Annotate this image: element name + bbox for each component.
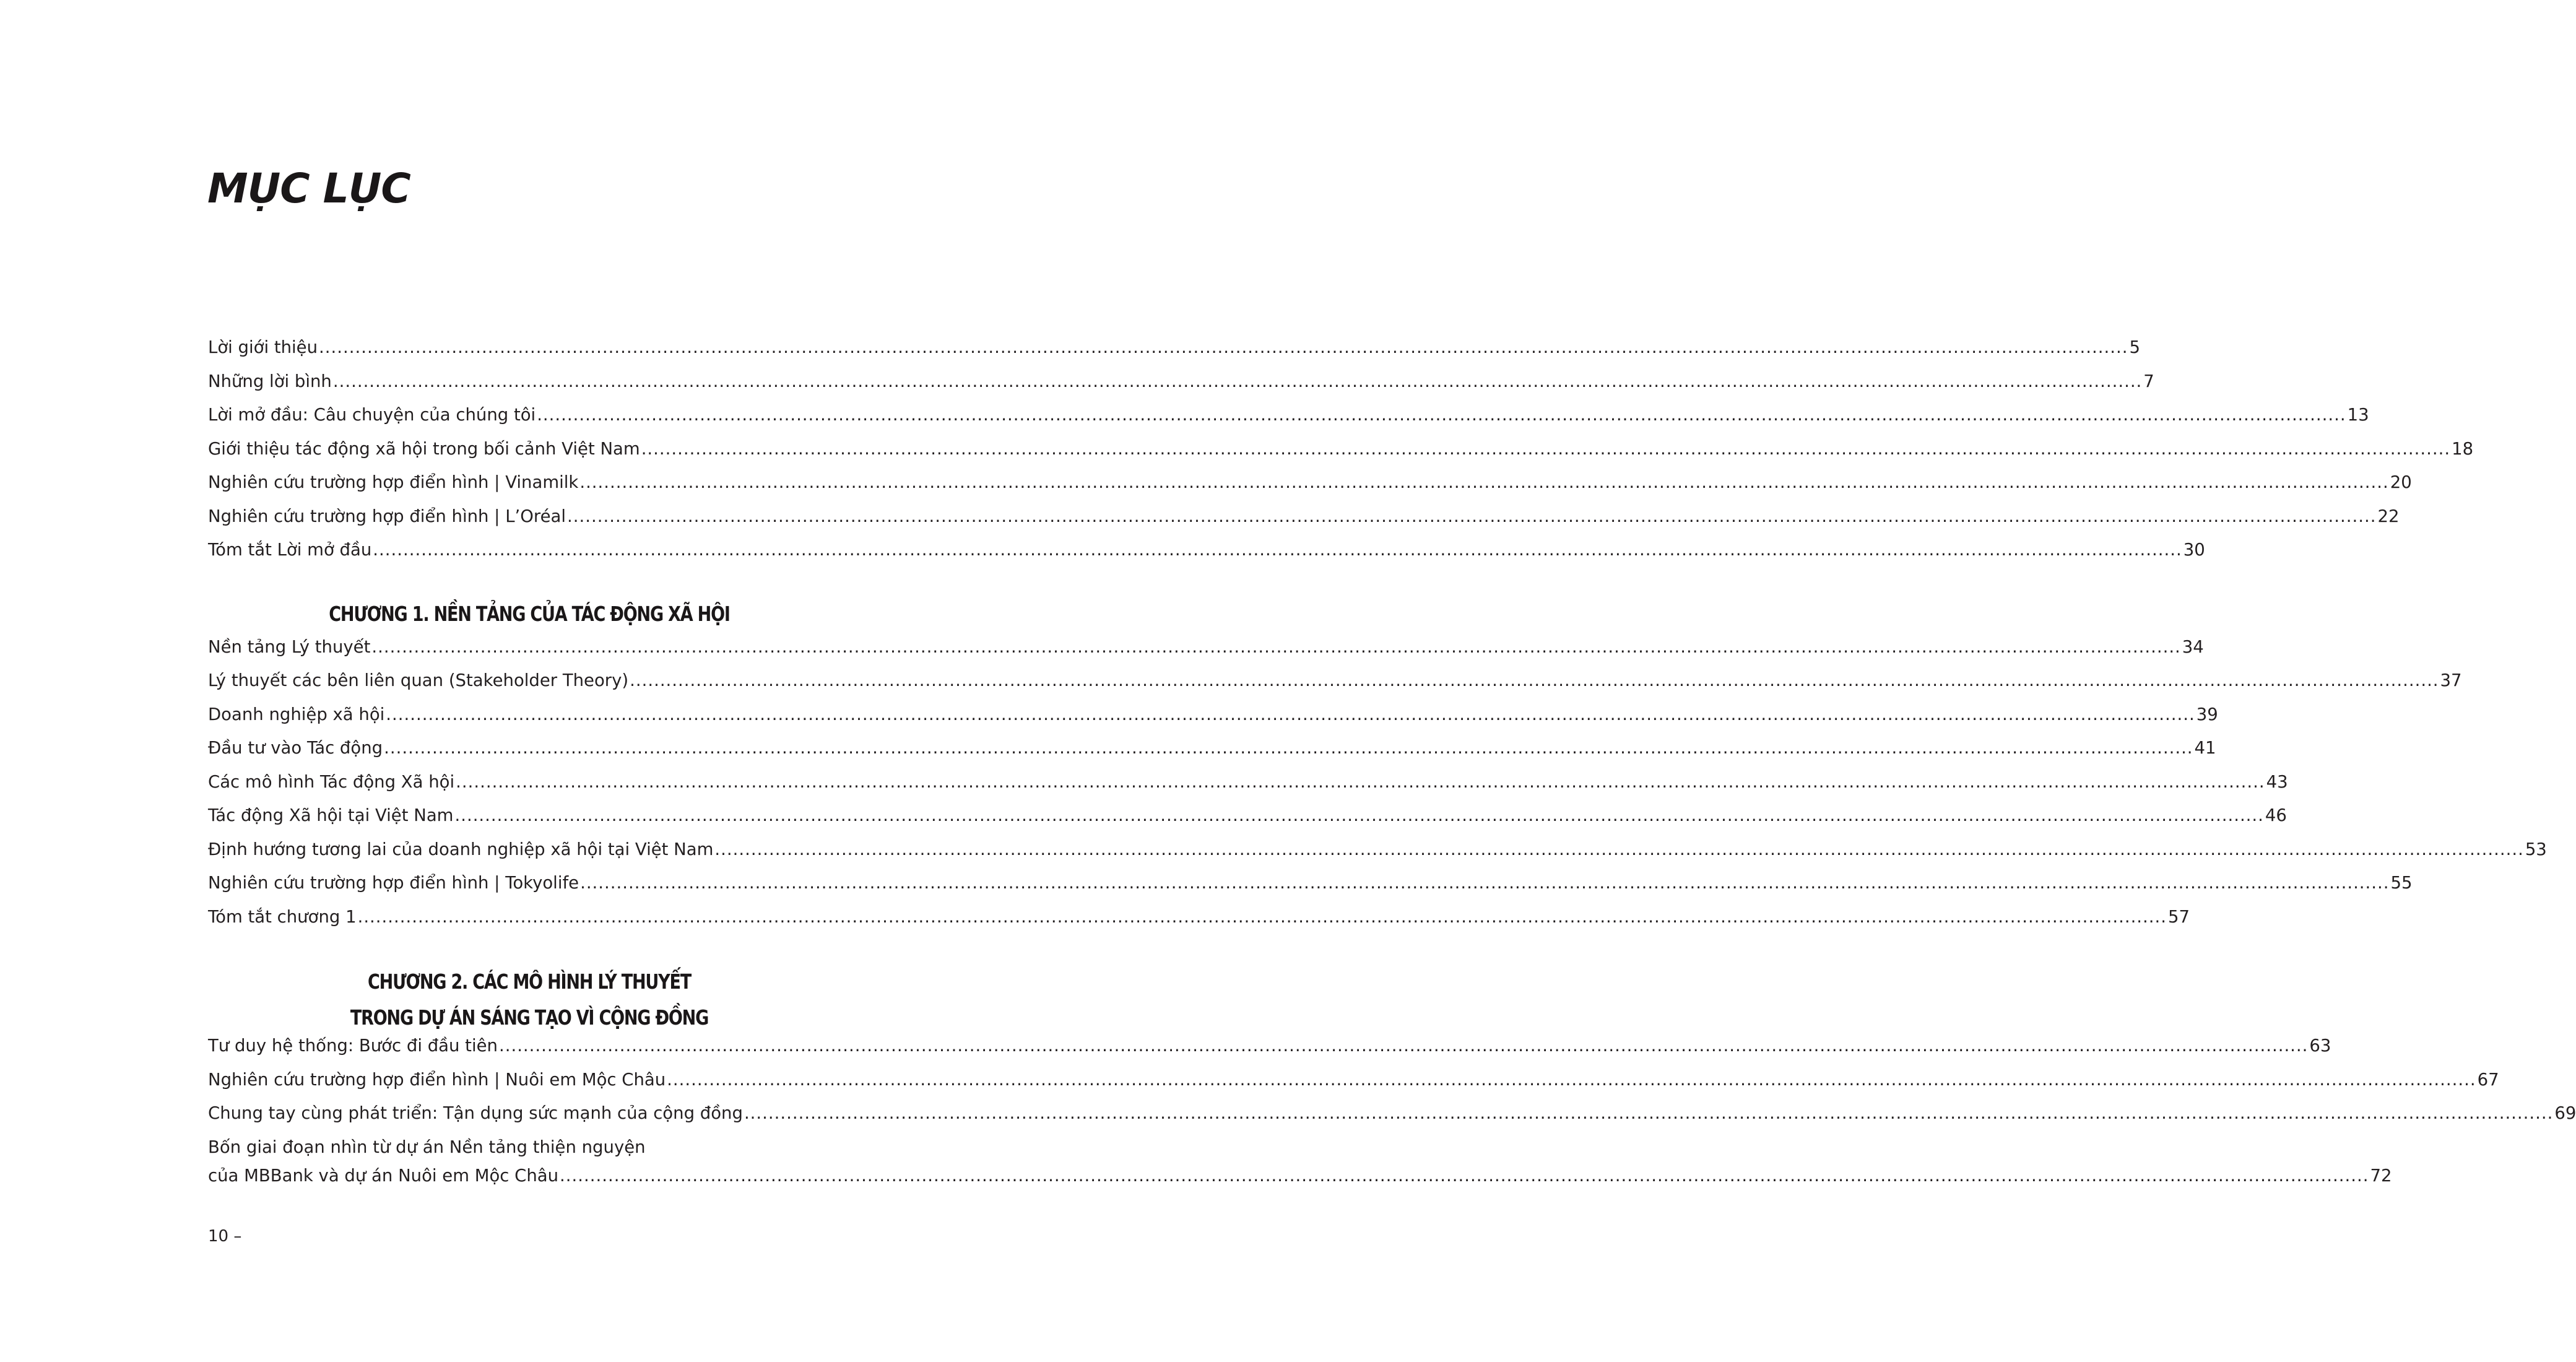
toc-entry-title: Lý thuyết các bên liên quan (Stakeholder Theory) xyxy=(208,670,629,690)
toc-entry-title: Nghiên cứu trường hợp điển hình | Vinamilk xyxy=(208,472,579,492)
toc-entry-title: Doanh nghiệp xã hội xyxy=(208,704,385,724)
leader-dots: ............................................................................................................................................................................................................................................................................................................ xyxy=(579,472,2389,492)
toc-entry-title: Giới thiệu tác động xã hội trong bối cảnh Việt Nam xyxy=(208,438,640,459)
toc-entry-title: Các mô hình Tác động Xã hội xyxy=(208,771,455,792)
toc-entry[interactable] xyxy=(208,337,2140,371)
chapter-1-heading: CHƯƠNG 1. NỀN TẢNG CỦA TÁC ĐỘNG XÃ HỘI xyxy=(329,601,730,626)
leader-dots: ............................................................................................................................................................................................................................................................................................................ xyxy=(641,438,2451,459)
chapter-2-section xyxy=(208,1036,2576,1137)
toc-entry-title-line2: của MBBank và dự án Nuôi em Mộc Châu xyxy=(208,1165,559,1186)
toc-entry-title: Lời mở đầu: Câu chuyện của chúng tôi xyxy=(208,405,536,425)
toc-entry[interactable] xyxy=(208,738,2216,772)
leader-dots: ............................................................................................................................................................................................................................................................................................................ xyxy=(630,670,2439,690)
chapter-2-heading xyxy=(266,964,792,1036)
toc-entry-page: 5 xyxy=(2129,337,2140,357)
toc-entry[interactable] xyxy=(208,1036,2331,1070)
toc-entry[interactable] xyxy=(208,873,2413,907)
toc-entry-page: 57 xyxy=(2168,906,2190,927)
toc-entry-page: 53 xyxy=(2525,839,2547,859)
toc-entry-page: 13 xyxy=(2347,405,2369,425)
toc-entry-page: 30 xyxy=(2183,540,2205,560)
leader-dots: ............................................................................................................................................................................................................................................................................................................ xyxy=(371,636,2181,657)
leader-dots: ............................................................................................................................................................................................................................................................................................................ xyxy=(560,1165,2369,1186)
toc-entry-page: 41 xyxy=(2194,738,2216,758)
toc-entry-title: Lời giới thiệu xyxy=(208,337,318,357)
leader-dots: ............................................................................................................................................................................................................................................................................................................ xyxy=(537,405,2346,425)
leader-dots: ............................................................................................................................................................................................................................................................................................................ xyxy=(714,839,2524,859)
toc-entry-title: Nền tảng Lý thuyết xyxy=(208,636,371,657)
toc-entry[interactable] xyxy=(208,704,2218,739)
toc-entry[interactable] xyxy=(208,906,2190,941)
leader-dots: ............................................................................................................................................................................................................................................................................................................ xyxy=(357,906,2167,927)
toc-entry-page: 72 xyxy=(2370,1165,2392,1186)
toc-entry-title: Đầu tư vào Tác động xyxy=(208,738,383,758)
toc-entry[interactable] xyxy=(208,540,2205,574)
toc-entry[interactable] xyxy=(208,472,2412,506)
toc-entry[interactable] xyxy=(208,1103,2576,1137)
toc-entry[interactable] xyxy=(208,636,2204,671)
toc-entry[interactable] xyxy=(208,771,2288,806)
chapter-1-section xyxy=(208,636,2547,941)
leader-dots: ............................................................................................................................................................................................................................................................................................................ xyxy=(567,506,2377,526)
toc-entry[interactable] xyxy=(208,839,2547,874)
toc-entry-page: 34 xyxy=(2182,636,2204,657)
leader-dots: ............................................................................................................................................................................................................................................................................................................ xyxy=(667,1069,2476,1090)
toc-entry-page: 43 xyxy=(2266,771,2288,792)
toc-entry-page: 63 xyxy=(2309,1036,2331,1056)
toc-entry[interactable] xyxy=(208,371,2154,406)
leader-dots: ............................................................................................................................................................................................................................................................................................................ xyxy=(498,1036,2309,1056)
toc-entry-page: 55 xyxy=(2390,873,2413,893)
toc-entry-page: 22 xyxy=(2377,506,2400,526)
leader-dots: ............................................................................................................................................................................................................................................................................................................ xyxy=(319,337,2128,357)
toc-entry-page: 46 xyxy=(2265,805,2287,825)
toc-entry-title: Những lời bình xyxy=(208,371,332,391)
toc-entry[interactable] xyxy=(208,805,2287,839)
toc-entry-line2 xyxy=(208,1165,2392,1194)
toc-entry-page: 18 xyxy=(2452,438,2474,459)
toc-entry[interactable] xyxy=(208,670,2462,705)
toc-entry[interactable] xyxy=(208,405,2369,439)
table-of-contents xyxy=(208,337,2576,1199)
leader-dots: ............................................................................................................................................................................................................................................................................................................ xyxy=(580,873,2390,893)
chapter-2-heading-line2: TRONG DỰ ÁN SÁNG TẠO VÌ CỘNG ĐỒNG xyxy=(350,1005,709,1030)
toc-entry-title: Nghiên cứu trường hợp điển hình | L’Oréal xyxy=(208,506,566,526)
toc-entry-title: Nghiên cứu trường hợp điển hình | Nuôi em Mộc Châu xyxy=(208,1069,666,1090)
toc-entry-page: 7 xyxy=(2143,371,2154,391)
toc-entry-title: Tóm tắt chương 1 xyxy=(208,906,357,927)
chapter-2-heading-line1: CHƯƠNG 2. CÁC MÔ HÌNH LÝ THUYẾT xyxy=(368,969,691,994)
toc-entry-page: 67 xyxy=(2477,1069,2499,1090)
toc-entry-page: 69 xyxy=(2554,1103,2576,1123)
toc-entry-title: Tóm tắt Lời mở đầu xyxy=(208,540,372,560)
leader-dots: ............................................................................................................................................................................................................................................................................................................ xyxy=(384,738,2193,758)
toc-entry-title: Chung tay cùng phát triển: Tận dụng sức mạnh của cộng đồng xyxy=(208,1103,743,1123)
toc-entry-multiline[interactable] xyxy=(208,1137,2392,1194)
toc-entry[interactable] xyxy=(208,438,2474,473)
toc-entry[interactable] xyxy=(208,1069,2499,1104)
toc-entry-title: Định hướng tương lai của doanh nghiệp xã hội tại Việt Nam xyxy=(208,839,714,859)
toc-entry-title: Tác động Xã hội tại Việt Nam xyxy=(208,805,454,825)
page-number: 10 – xyxy=(208,1227,242,1246)
leader-dots: ............................................................................................................................................................................................................................................................................................................ xyxy=(386,704,2195,724)
toc-entry-title-line1: Bốn giai đoạn nhìn từ dự án Nền tảng thiện nguyện xyxy=(208,1137,646,1157)
leader-dots: ............................................................................................................................................................................................................................................................................................................ xyxy=(332,371,2143,391)
leader-dots: ............................................................................................................................................................................................................................................................................................................ xyxy=(744,1103,2554,1123)
toc-entry-page: 37 xyxy=(2440,670,2462,690)
toc-entry[interactable] xyxy=(208,506,2400,540)
leader-dots: ............................................................................................................................................................................................................................................................................................................ xyxy=(456,771,2265,792)
toc-entry-title: Nghiên cứu trường hợp điển hình | Tokyolife xyxy=(208,873,579,893)
leader-dots: ............................................................................................................................................................................................................................................................................................................ xyxy=(373,540,2182,560)
intro-section xyxy=(208,337,2474,574)
page-title: MỤC LỤC xyxy=(207,165,410,212)
toc-entry-page: 20 xyxy=(2390,472,2412,492)
toc-entry-page: 39 xyxy=(2196,704,2218,724)
toc-entry-title: Tư duy hệ thống: Bước đi đầu tiên xyxy=(208,1036,498,1056)
leader-dots: ............................................................................................................................................................................................................................................................................................................ xyxy=(454,805,2264,825)
